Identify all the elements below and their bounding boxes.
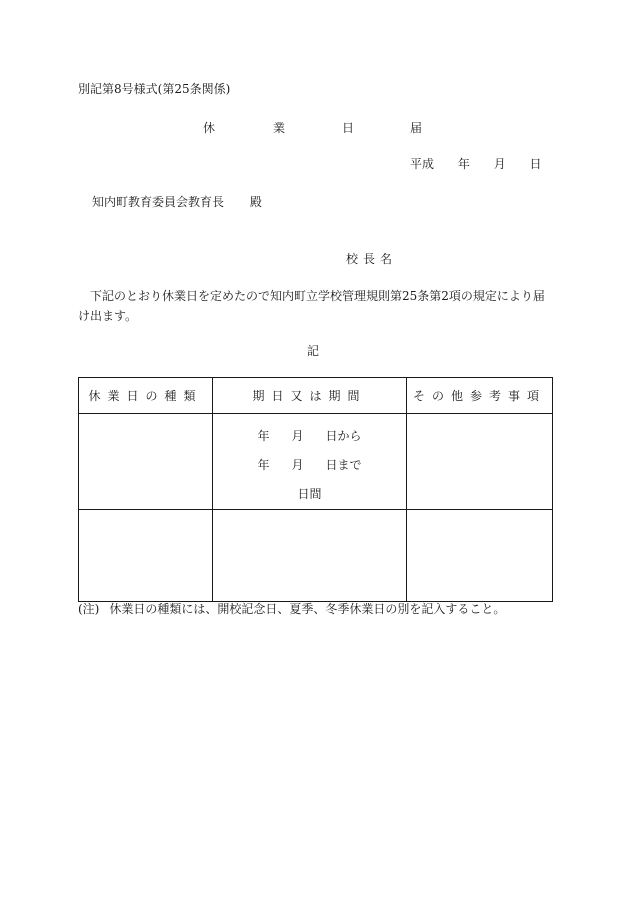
footnote-label: (注) (78, 602, 100, 616)
document-title (0, 119, 630, 135)
addressee-name: 知内町教育委員会教育長 (92, 195, 225, 209)
header-other-notes: その他参考事項 (407, 378, 553, 414)
header-holiday-type: 休業日の種類 (79, 378, 213, 414)
period-from-line: 年 月 日から (257, 429, 362, 443)
other-notes-cell-1[interactable] (407, 414, 553, 510)
table-row (79, 510, 553, 602)
footnote (78, 600, 505, 617)
date-month: 月 (493, 157, 506, 171)
date-day: 日 (529, 157, 542, 171)
title-char-4: 届 (410, 121, 423, 135)
ki-label: 記 (307, 344, 320, 358)
period-to-line: 年 月 日まで (257, 458, 362, 472)
addressee-honorific: 殿 (249, 195, 262, 209)
title-char-1: 休 (203, 121, 216, 135)
period-cell-1[interactable] (213, 414, 407, 510)
principal-name-label: 校長名 (346, 252, 398, 266)
holiday-table (78, 377, 553, 602)
table-header-row (79, 378, 553, 414)
addressee (92, 193, 262, 210)
footnote-text: 休業日の種類には、開校記念日、夏季、冬季休業日の別を記入すること。 (109, 602, 506, 616)
title-char-2: 業 (273, 121, 286, 135)
holiday-type-cell-2[interactable] (79, 510, 213, 602)
date-year: 年 (457, 157, 470, 171)
table-row (79, 414, 553, 510)
header-period: 期日又は期間 (213, 378, 407, 414)
holiday-type-cell-1[interactable] (79, 414, 213, 510)
date-era: 平成 (410, 157, 435, 171)
other-notes-cell-2[interactable] (407, 510, 553, 602)
form-number-label: 別記第8号様式(第25条関係) (78, 82, 231, 96)
period-days-line: 日間 (297, 487, 322, 501)
title-char-3: 日 (342, 121, 355, 135)
period-cell-2[interactable] (213, 510, 407, 602)
body-text: 下記のとおり休業日を定めたので知内町立学校管理規則第25条第2項の規定により届け出ます。 (78, 289, 545, 323)
submission-date (410, 155, 542, 172)
